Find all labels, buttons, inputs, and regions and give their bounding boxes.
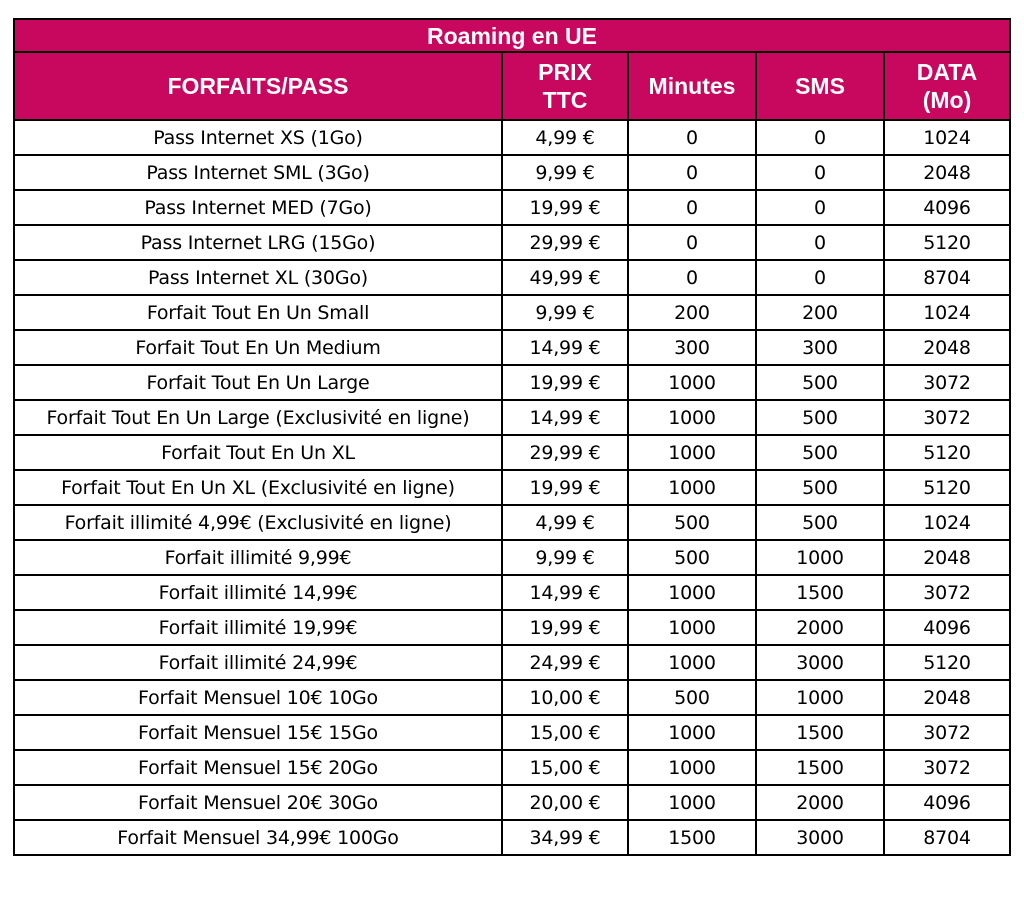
cell-price: 34,99 € xyxy=(502,820,628,855)
header-data-line2: (Mo) xyxy=(922,87,972,113)
cell-data: 8704 xyxy=(884,260,1010,295)
table-row xyxy=(14,645,1010,680)
cell-price: 14,99 € xyxy=(502,330,628,365)
table-row xyxy=(14,120,1010,155)
cell-plan: Pass Internet LRG (15Go) xyxy=(14,225,502,260)
table-row xyxy=(14,750,1010,785)
header-price-line2: TTC xyxy=(542,87,588,113)
cell-sms: 0 xyxy=(756,155,884,190)
cell-minutes: 300 xyxy=(628,330,756,365)
table-row xyxy=(14,470,1010,505)
cell-minutes: 1000 xyxy=(628,470,756,505)
cell-data: 1024 xyxy=(884,505,1010,540)
cell-price: 14,99 € xyxy=(502,575,628,610)
cell-data: 2048 xyxy=(884,155,1010,190)
cell-price: 19,99 € xyxy=(502,470,628,505)
cell-minutes: 1000 xyxy=(628,400,756,435)
table-row xyxy=(14,190,1010,225)
cell-sms: 0 xyxy=(756,190,884,225)
cell-minutes: 1000 xyxy=(628,715,756,750)
cell-minutes: 1500 xyxy=(628,820,756,855)
cell-data: 2048 xyxy=(884,540,1010,575)
cell-price: 20,00 € xyxy=(502,785,628,820)
cell-price: 19,99 € xyxy=(502,365,628,400)
header-price-line1: PRIX xyxy=(538,59,592,85)
cell-price: 29,99 € xyxy=(502,225,628,260)
table-row xyxy=(14,435,1010,470)
header-row xyxy=(14,52,1010,120)
cell-minutes: 1000 xyxy=(628,645,756,680)
cell-minutes: 0 xyxy=(628,225,756,260)
cell-data: 3072 xyxy=(884,715,1010,750)
table-row xyxy=(14,575,1010,610)
cell-sms: 500 xyxy=(756,400,884,435)
cell-data: 5120 xyxy=(884,225,1010,260)
table-row xyxy=(14,260,1010,295)
table-row xyxy=(14,330,1010,365)
cell-plan: Pass Internet SML (3Go) xyxy=(14,155,502,190)
cell-sms: 200 xyxy=(756,295,884,330)
cell-minutes: 0 xyxy=(628,260,756,295)
cell-data: 3072 xyxy=(884,750,1010,785)
title-row xyxy=(14,19,1010,52)
cell-plan: Forfait illimité 4,99€ (Exclusivité en ligne) xyxy=(14,505,502,540)
cell-minutes: 0 xyxy=(628,155,756,190)
cell-data: 3072 xyxy=(884,400,1010,435)
cell-price: 29,99 € xyxy=(502,435,628,470)
cell-minutes: 1000 xyxy=(628,610,756,645)
cell-plan: Forfait Tout En Un Medium xyxy=(14,330,502,365)
cell-minutes: 500 xyxy=(628,680,756,715)
cell-price: 10,00 € xyxy=(502,680,628,715)
cell-plan: Forfait Tout En Un XL xyxy=(14,435,502,470)
table-row xyxy=(14,820,1010,855)
header-data xyxy=(884,52,1010,120)
cell-price: 15,00 € xyxy=(502,750,628,785)
cell-plan: Pass Internet XL (30Go) xyxy=(14,260,502,295)
cell-price: 49,99 € xyxy=(502,260,628,295)
cell-sms: 3000 xyxy=(756,820,884,855)
table-row xyxy=(14,365,1010,400)
cell-sms: 0 xyxy=(756,260,884,295)
cell-data: 4096 xyxy=(884,785,1010,820)
cell-data: 2048 xyxy=(884,680,1010,715)
cell-plan: Forfait Mensuel 20€ 30Go xyxy=(14,785,502,820)
table-row xyxy=(14,295,1010,330)
cell-minutes: 1000 xyxy=(628,435,756,470)
cell-sms: 1000 xyxy=(756,680,884,715)
table-row xyxy=(14,610,1010,645)
cell-plan: Forfait illimité 19,99€ xyxy=(14,610,502,645)
table-row xyxy=(14,715,1010,750)
cell-sms: 1000 xyxy=(756,540,884,575)
cell-sms: 500 xyxy=(756,435,884,470)
cell-data: 4096 xyxy=(884,610,1010,645)
table-row xyxy=(14,400,1010,435)
cell-data: 3072 xyxy=(884,575,1010,610)
cell-plan: Forfait Mensuel 15€ 20Go xyxy=(14,750,502,785)
cell-plan: Forfait illimité 24,99€ xyxy=(14,645,502,680)
cell-sms: 500 xyxy=(756,365,884,400)
cell-sms: 2000 xyxy=(756,610,884,645)
roaming-table xyxy=(13,18,1011,856)
cell-sms: 1500 xyxy=(756,575,884,610)
cell-price: 9,99 € xyxy=(502,155,628,190)
cell-minutes: 1000 xyxy=(628,575,756,610)
cell-plan: Forfait Tout En Un Small xyxy=(14,295,502,330)
cell-data: 2048 xyxy=(884,330,1010,365)
cell-data: 1024 xyxy=(884,120,1010,155)
cell-sms: 0 xyxy=(756,225,884,260)
cell-minutes: 0 xyxy=(628,190,756,225)
cell-price: 19,99 € xyxy=(502,190,628,225)
table-row xyxy=(14,680,1010,715)
table-row xyxy=(14,505,1010,540)
header-minutes: Minutes xyxy=(628,52,756,120)
cell-price: 19,99 € xyxy=(502,610,628,645)
cell-data: 8704 xyxy=(884,820,1010,855)
cell-plan: Forfait Mensuel 10€ 10Go xyxy=(14,680,502,715)
cell-sms: 0 xyxy=(756,120,884,155)
cell-plan: Pass Internet MED (7Go) xyxy=(14,190,502,225)
cell-data: 3072 xyxy=(884,365,1010,400)
cell-price: 24,99 € xyxy=(502,645,628,680)
cell-sms: 3000 xyxy=(756,645,884,680)
table-row xyxy=(14,225,1010,260)
cell-plan: Forfait illimité 14,99€ xyxy=(14,575,502,610)
cell-sms: 1500 xyxy=(756,750,884,785)
cell-price: 9,99 € xyxy=(502,540,628,575)
cell-minutes: 1000 xyxy=(628,785,756,820)
table-title: Roaming en UE xyxy=(14,19,1010,52)
header-plan: FORFAITS/PASS xyxy=(14,52,502,120)
cell-minutes: 500 xyxy=(628,505,756,540)
cell-minutes: 0 xyxy=(628,120,756,155)
cell-data: 5120 xyxy=(884,435,1010,470)
cell-price: 4,99 € xyxy=(502,505,628,540)
table-body xyxy=(14,120,1010,855)
table-row xyxy=(14,785,1010,820)
cell-sms: 2000 xyxy=(756,785,884,820)
cell-plan: Forfait Mensuel 15€ 15Go xyxy=(14,715,502,750)
cell-sms: 300 xyxy=(756,330,884,365)
header-data-line1: DATA xyxy=(916,59,978,85)
cell-data: 4096 xyxy=(884,190,1010,225)
cell-minutes: 500 xyxy=(628,540,756,575)
cell-minutes: 1000 xyxy=(628,750,756,785)
cell-data: 1024 xyxy=(884,295,1010,330)
cell-price: 15,00 € xyxy=(502,715,628,750)
cell-sms: 500 xyxy=(756,505,884,540)
header-price xyxy=(502,52,628,120)
cell-plan: Forfait Tout En Un Large (Exclusivité en ligne) xyxy=(14,400,502,435)
cell-data: 5120 xyxy=(884,470,1010,505)
cell-plan: Forfait illimité 9,99€ xyxy=(14,540,502,575)
cell-plan: Pass Internet XS (1Go) xyxy=(14,120,502,155)
cell-data: 5120 xyxy=(884,645,1010,680)
cell-price: 4,99 € xyxy=(502,120,628,155)
cell-sms: 500 xyxy=(756,470,884,505)
cell-sms: 1500 xyxy=(756,715,884,750)
cell-minutes: 1000 xyxy=(628,365,756,400)
cell-price: 14,99 € xyxy=(502,400,628,435)
cell-plan: Forfait Tout En Un Large xyxy=(14,365,502,400)
header-sms: SMS xyxy=(756,52,884,120)
cell-minutes: 200 xyxy=(628,295,756,330)
cell-price: 9,99 € xyxy=(502,295,628,330)
cell-plan: Forfait Tout En Un XL (Exclusivité en ligne) xyxy=(14,470,502,505)
table-row xyxy=(14,155,1010,190)
cell-plan: Forfait Mensuel 34,99€ 100Go xyxy=(14,820,502,855)
table-row xyxy=(14,540,1010,575)
